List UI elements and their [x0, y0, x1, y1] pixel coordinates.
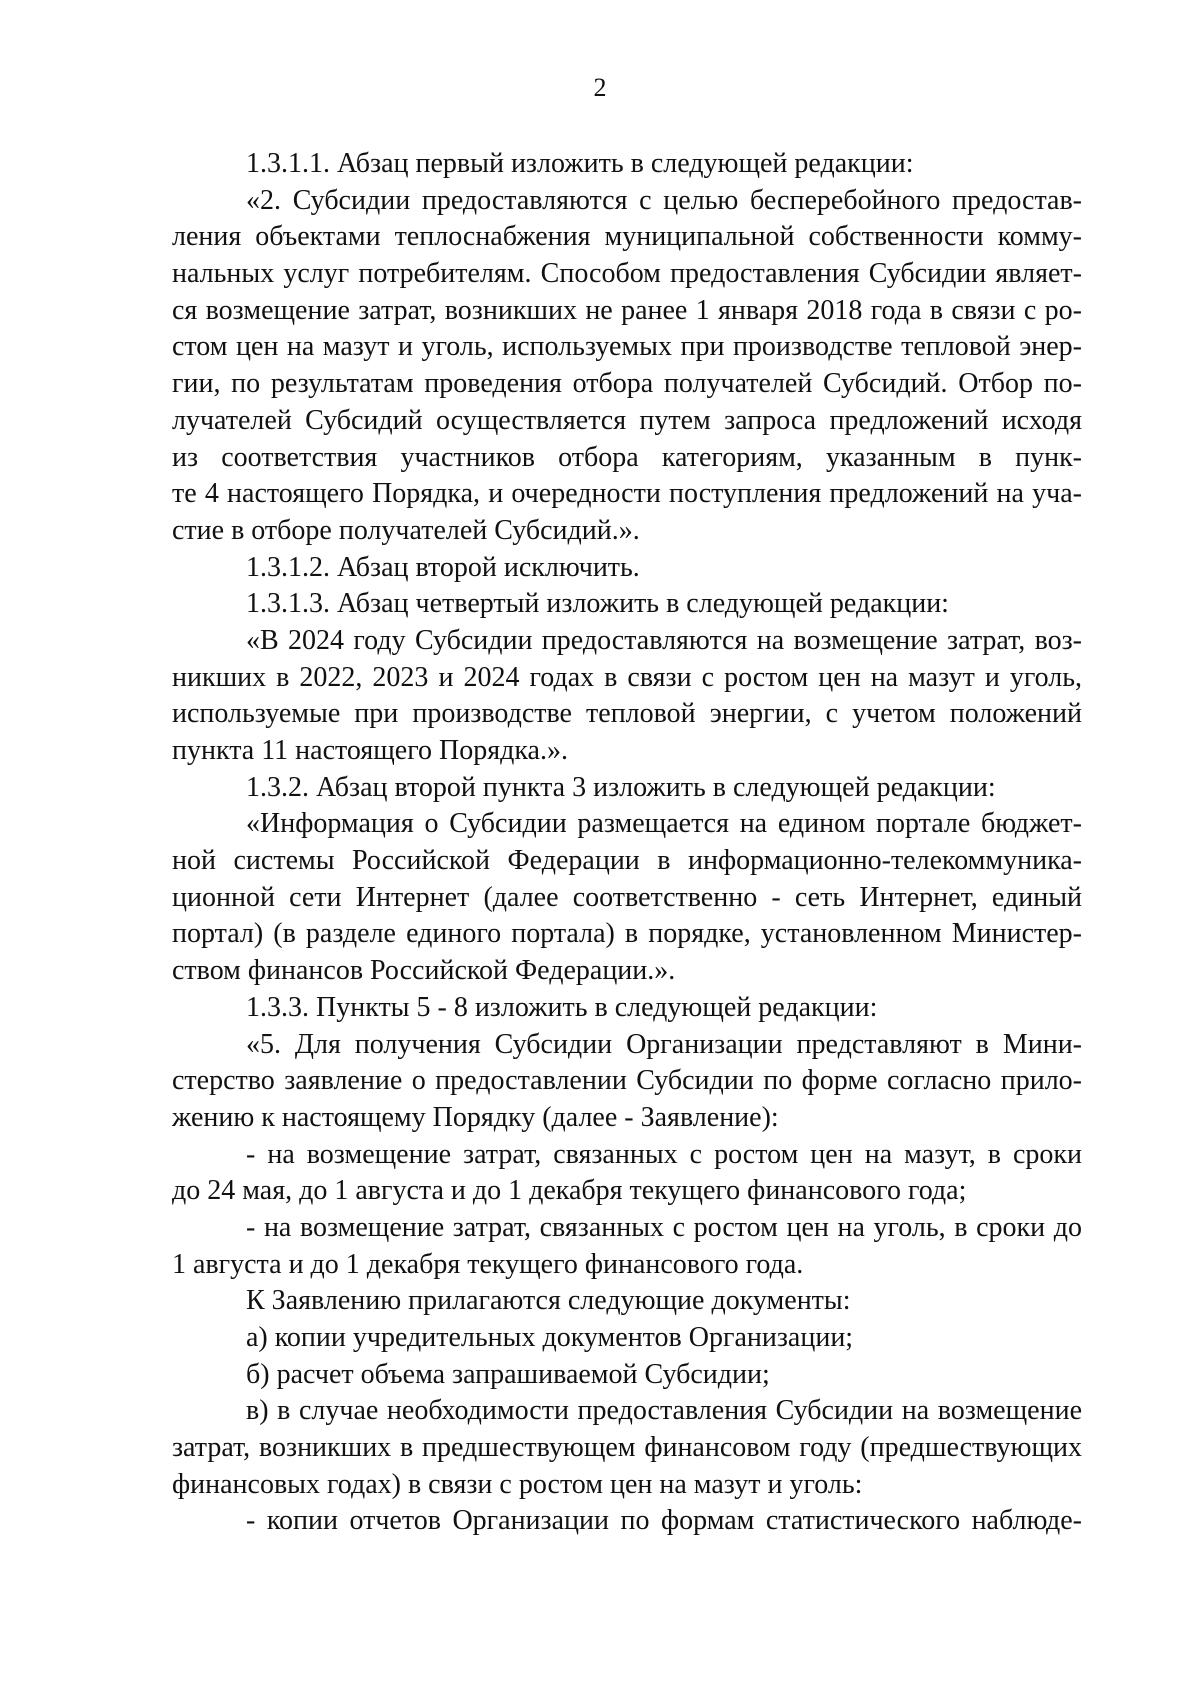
text-line: - копии отчетов Организации по формам статистического наблюде- [246, 1505, 1082, 1537]
text-line: нальных услуг потребителям. Способом предоставления Субсидии являет- [172, 258, 1082, 290]
text-line: - на возмещение затрат, связанных с ростом цен на уголь, в сроки до [246, 1211, 1082, 1243]
text-line: а) копии учредительных документов Организации; [246, 1322, 854, 1353]
text-line: б) расчет объема запрашиваемой Субсидии; [246, 1358, 770, 1390]
text-line: финансовых годах) в связи с ростом цен на мазут и уголь: [172, 1468, 863, 1500]
text-line: в) в случае необходимости предоставления Субсидии на возмещение [246, 1395, 1082, 1427]
text-line: стом цен на мазут и уголь, используемых при производстве тепловой энер- [172, 331, 1082, 363]
text-line: ством финансов Российской Федерации.». [172, 955, 676, 987]
text-line: ционной сети Интернет (далее соответственно - сеть Интернет, единый [172, 881, 1082, 913]
text-line: 1.3.2. Абзац второй пункта 3 изложить в следующей редакции: [246, 771, 996, 803]
text-line: до 24 мая, до 1 августа и до 1 декабря текущего финансового года; [172, 1175, 967, 1207]
text-line: портал) (в разделе единого портала) в порядке, установленном Министер- [172, 918, 1082, 950]
text-line: стерство заявление о предоставлении Субсидии по форме согласно прило- [172, 1065, 1082, 1097]
text-line: используемые при производстве тепловой энергии, с учетом положений [172, 698, 1082, 730]
text-line: те 4 настоящего Порядка, и очередности поступления предложений на уча- [172, 478, 1082, 510]
text-line: 1.3.3. Пункты 5 - 8 изложить в следующей редакции: [246, 991, 878, 1023]
text-line: 1.3.1.2. Абзац второй исключить. [246, 551, 640, 583]
text-line: жению к настоящему Порядку (далее - Заявление): [172, 1101, 779, 1133]
text-line: ления объектами теплоснабжения муниципальной собственности комму- [172, 221, 1082, 253]
text-line: «Информация о Субсидии размещается на едином портале бюджет- [246, 808, 1082, 840]
text-line: К Заявлению прилагаются следующие документы: [246, 1285, 851, 1317]
document-body [172, 146, 1082, 1540]
text-line: затрат, возникших в предшествующем финансовом году (предшествующих [172, 1432, 1082, 1464]
text-line: «5. Для получения Субсидии Организации представляют в Мини- [246, 1028, 1082, 1060]
text-line: из соответствия участников отбора категориям, указанным в пунк- [172, 441, 1082, 473]
text-line: ся возмещение затрат, возникших не ранее 1 января 2018 года в связи с ро- [172, 294, 1082, 326]
text-line: 1.3.1.1. Абзац первый изложить в следующей редакции: [246, 148, 914, 179]
text-line: ной системы Российской Федерации в информационно-телекоммуника- [172, 845, 1082, 877]
text-line: «В 2024 году Субсидии предоставляются на возмещение затрат, воз- [246, 624, 1082, 656]
text-line: лучателей Субсидий осуществляется путем запроса предложений исходя [172, 404, 1082, 436]
text-line: пункта 11 настоящего Порядка.». [172, 735, 568, 766]
text-line: «2. Субсидии предоставляются с целью бесперебойного предостав- [246, 184, 1082, 216]
text-line: гии, по результатам проведения отбора получателей Субсидий. Отбор по- [172, 368, 1082, 400]
page-number: 2 [593, 73, 607, 102]
text-line: никших в 2022, 2023 и 2024 годах в связи с ростом цен на мазут и уголь, [172, 661, 1082, 693]
text-line: 1 августа и до 1 декабря текущего финансового года. [172, 1248, 804, 1280]
text-line: стие в отборе получателей Субсидий.». [172, 514, 640, 546]
text-line: - на возмещение затрат, связанных с ростом цен на мазут, в сроки [246, 1138, 1082, 1170]
text-line: 1.3.1.3. Абзац четвертый изложить в следующей редакции: [246, 588, 949, 620]
